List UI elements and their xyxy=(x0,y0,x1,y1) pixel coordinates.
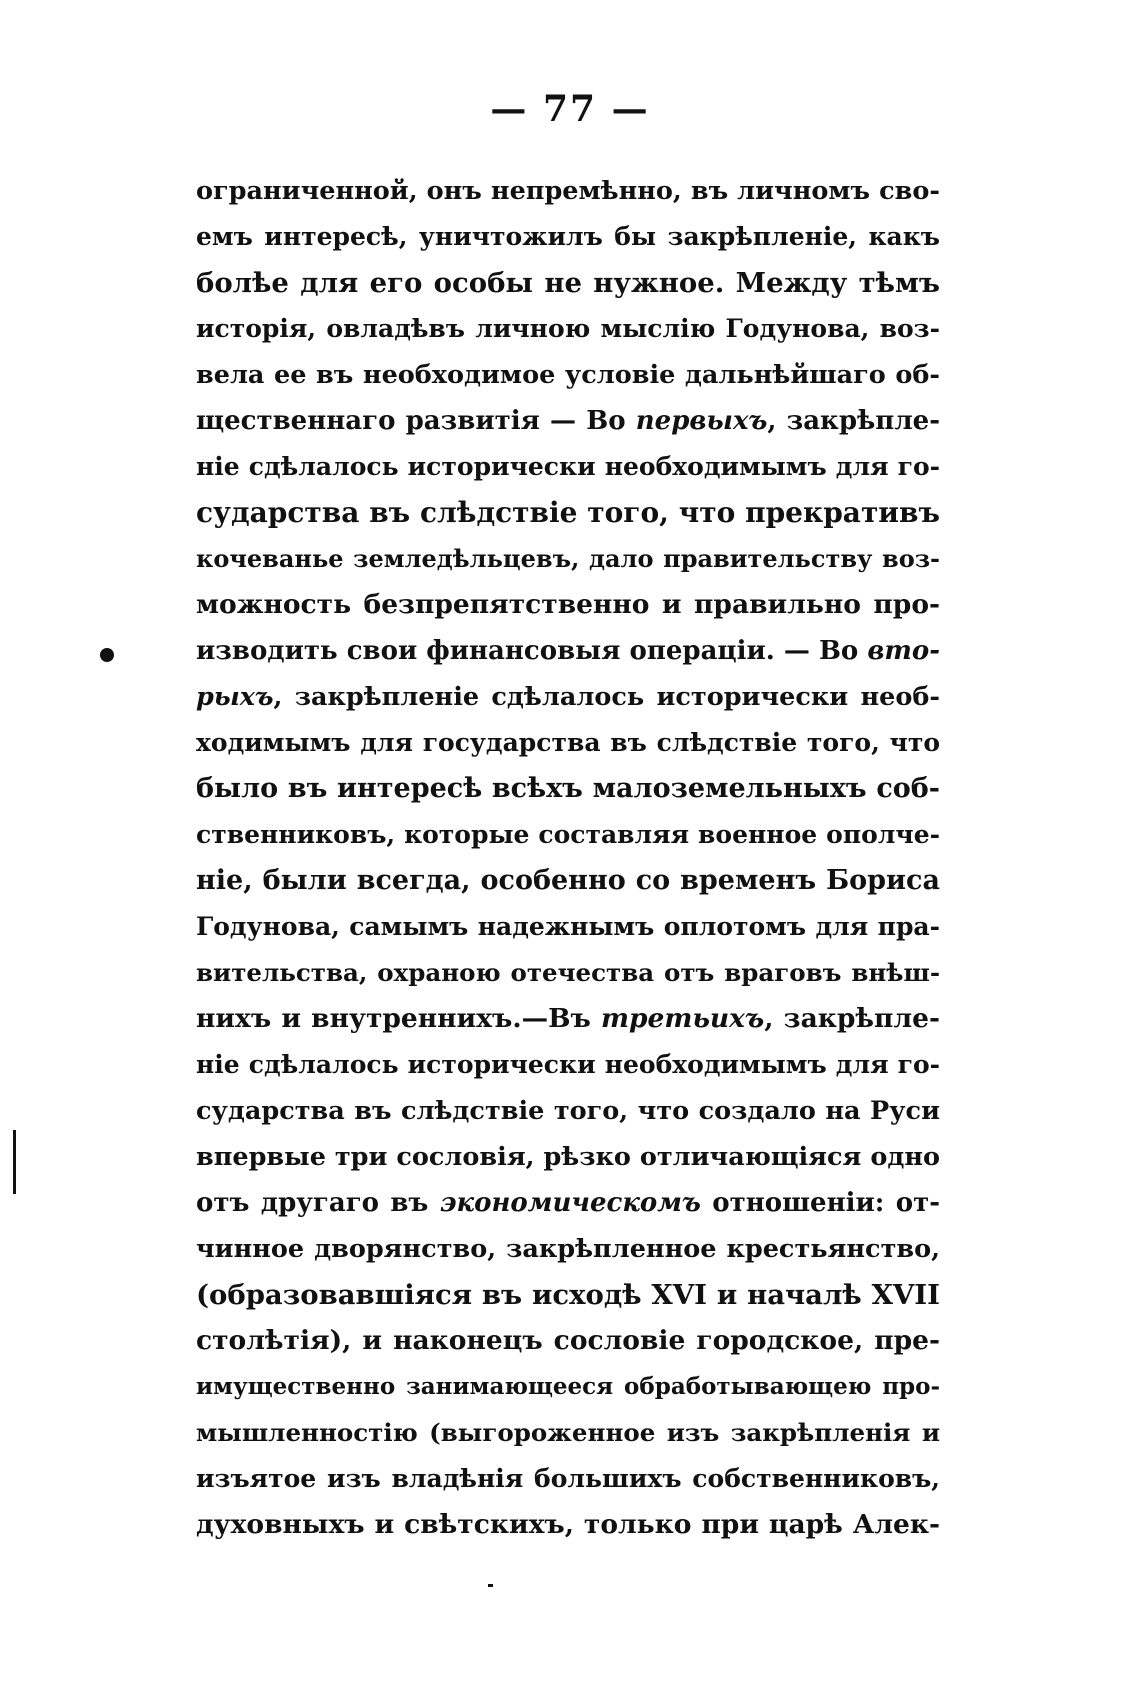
text-line xyxy=(196,214,940,260)
text-segment: Годунова, самымъ надежнымъ оплотомъ для пра- xyxy=(196,912,940,941)
text-segment: впервые три сословія, рѣзко отличающіяся одно xyxy=(196,1142,940,1172)
text-segment: сударства въ слѣдствіе того, что прекративъ xyxy=(196,496,940,529)
text-line xyxy=(196,1364,940,1410)
ink-blot xyxy=(100,648,114,662)
text-segment: сударства въ слѣдствіе того, что создало на Руси xyxy=(196,1096,940,1126)
emphasized-text: экономическомъ xyxy=(439,1188,701,1218)
text-line xyxy=(196,1042,940,1088)
text-segment: мышленностію (выгороженное изъ закрѣпленія и xyxy=(196,1418,940,1447)
emphasized-text: первыхъ xyxy=(635,406,768,436)
text-segment: имущественно занимающееся обработывающею про- xyxy=(196,1373,940,1400)
text-line xyxy=(196,398,940,444)
text-line xyxy=(196,1456,940,1502)
text-line xyxy=(196,352,940,398)
text-line xyxy=(196,766,940,812)
text-segment: кочеванье земледѣльцевъ, дало правительству воз- xyxy=(196,544,940,573)
text-line xyxy=(196,1088,940,1134)
text-line xyxy=(196,1272,940,1318)
text-line xyxy=(196,858,940,904)
text-line xyxy=(196,812,940,858)
text-line xyxy=(196,674,940,720)
text-segment: болѣе для его особы не нужное. Между тѣмъ xyxy=(196,267,940,299)
text-segment: , закрѣпле- xyxy=(767,406,940,436)
text-line xyxy=(196,306,940,352)
text-line xyxy=(196,1502,940,1548)
text-segment: вительства, охраною отечества отъ враговъ внѣш- xyxy=(196,958,940,987)
text-segment: емъ интересѣ, уничтожилъ бы закрѣпленіе, какъ xyxy=(196,222,940,251)
text-line xyxy=(196,904,940,950)
page-number: — 77 — xyxy=(490,88,650,130)
text-segment: столѣтія), и наконецъ сословіе городское, пре- xyxy=(196,1325,940,1356)
text-segment: ходимымъ для государства въ слѣдствіе того, что xyxy=(196,728,940,757)
text-segment: духовныхъ и свѣтскихъ, только при царѣ Алек- xyxy=(196,1509,940,1540)
text-line xyxy=(196,1226,940,1272)
text-segment: (образовавшіяся въ исходѣ XVI и началѣ XVII xyxy=(196,1279,940,1311)
text-line xyxy=(196,260,940,306)
emphasized-text: третьихъ xyxy=(600,1003,765,1034)
text-line xyxy=(196,950,940,996)
text-segment: исторія, овладѣвъ личною мыслію Годунова, воз- xyxy=(196,314,940,343)
text-segment: ственниковъ, которые составляя военное ополче- xyxy=(196,820,940,849)
text-line xyxy=(196,536,940,582)
text-segment: отношеніи: от- xyxy=(700,1188,940,1218)
text-line xyxy=(196,720,940,766)
emphasized-text: вто- xyxy=(867,636,941,666)
text-segment: ніе, были всегда, особенно со временъ Бориса xyxy=(196,865,940,896)
text-line xyxy=(196,444,940,490)
text-segment: изводить свои финансовыя операціи. — Во xyxy=(196,636,868,666)
text-segment: можность безпрепятственно и правильно про- xyxy=(196,589,940,620)
text-segment: вела ее въ необходимое условіе дальнѣйшаго об- xyxy=(196,360,940,390)
text-line xyxy=(196,1180,940,1226)
text-line xyxy=(196,490,940,536)
text-segment: нихъ и внутреннихъ.—Въ xyxy=(196,1003,601,1034)
body-text xyxy=(196,168,940,1548)
emphasized-text: рыхъ xyxy=(196,682,274,712)
text-segment: , закрѣпленіе сдѣлалось исторически необ- xyxy=(273,682,940,712)
text-line xyxy=(196,628,940,674)
text-segment: ніе сдѣлалось исторически необходимымъ для го- xyxy=(196,452,940,481)
text-segment: , закрѣпле- xyxy=(764,1003,940,1034)
text-segment: отъ другаго въ xyxy=(196,1188,440,1218)
text-line xyxy=(196,1318,940,1364)
ink-speck xyxy=(488,1584,493,1587)
text-segment: чинное дворянство, закрѣпленное крестьянство, xyxy=(196,1234,940,1264)
text-line xyxy=(196,996,940,1042)
scan-edge-mark xyxy=(13,1130,16,1194)
text-segment: ніе сдѣлалось исторически необходимымъ для го- xyxy=(196,1050,940,1079)
text-line xyxy=(196,168,940,214)
text-segment: изъятое изъ владѣнія большихъ собственниковъ, xyxy=(196,1464,940,1493)
text-line xyxy=(196,582,940,628)
text-line xyxy=(196,1410,940,1456)
text-segment: ограниченной, онъ непремѣнно, въ личномъ сво- xyxy=(196,176,940,206)
text-segment: было въ интересѣ всѣхъ малоземельныхъ соб- xyxy=(196,773,940,804)
text-line xyxy=(196,1134,940,1180)
text-segment: щественнаго развитія — Во xyxy=(196,406,636,436)
